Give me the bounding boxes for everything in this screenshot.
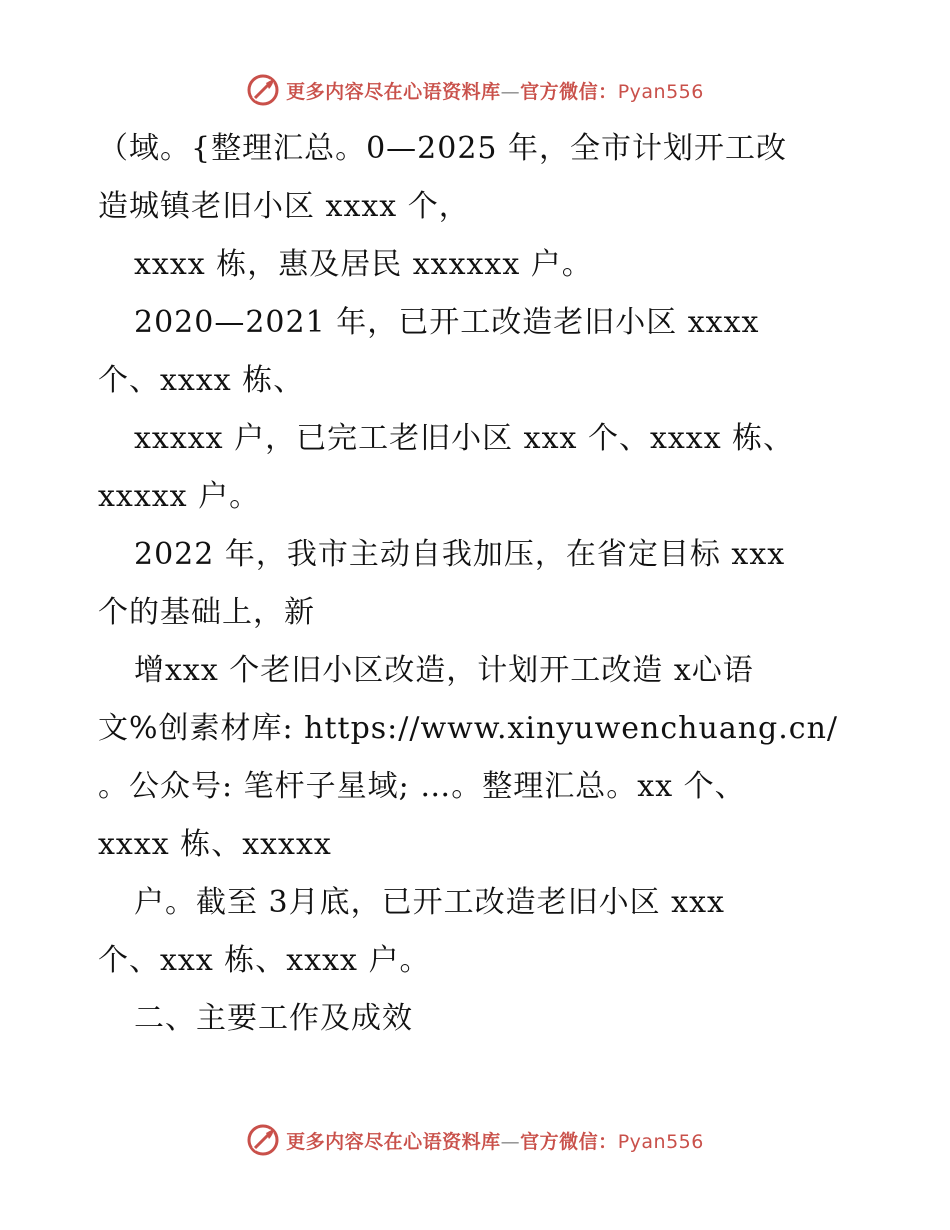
text-line: xxxxx 户，已完工老旧小区 xxx 个、xxxx 栋、: [134, 421, 795, 456]
quill-logo-icon: [246, 73, 280, 107]
text-line: 个、xxxx 栋、: [98, 363, 305, 398]
text-line: （域。{整理汇总。0—2025 年，全市计划开工改: [98, 131, 788, 166]
text-line: 。公众号: 笔杆子星域; …。整理汇总。xx 个、: [98, 769, 746, 804]
footer-watermark: [0, 1120, 950, 1160]
header-watermark: [0, 70, 950, 110]
quill-logo-icon: [246, 1123, 280, 1157]
watermark-site-text: 更多内容尽在心语资料库: [286, 1130, 501, 1153]
text-line: 造城镇老旧小区 xxxx 个，: [98, 189, 470, 224]
watermark-account: Pyan556: [617, 1130, 704, 1153]
text-line: 2020—2021 年，已开工改造老旧小区 xxxx: [134, 305, 760, 340]
text-line: 增xxx 个老旧小区改造，计划开工改造 x心语: [134, 653, 754, 688]
text-line: 个的基础上，新: [98, 595, 315, 630]
text-line: 个、xxx 栋、xxxx 户。: [98, 943, 431, 978]
section-heading: 二、主要工作及成效: [134, 1001, 413, 1036]
text-line: xxxx 栋，惠及居民 xxxxxx 户。: [134, 247, 593, 282]
watermark-account: Pyan556: [617, 80, 704, 103]
watermark-dash: —: [500, 1130, 521, 1153]
text-line: 户。截至 3月底，已开工改造老旧小区 xxx: [134, 885, 725, 920]
text-line: 2022 年，我市主动自我加压，在省定目标 xxx: [134, 537, 786, 572]
watermark-dash: —: [500, 80, 521, 103]
text-line: 文%创素材库: https://www.xinyuwenchuang.cn/: [98, 711, 838, 746]
text-line: xxxxx 户。: [98, 479, 261, 514]
document-body: [98, 120, 838, 1048]
watermark-label: 官方微信：: [520, 80, 618, 103]
text-line: xxxx 栋、xxxxx: [98, 827, 332, 862]
watermark-label: 官方微信：: [520, 1130, 618, 1153]
watermark-site-text: 更多内容尽在心语资料库: [286, 80, 501, 103]
